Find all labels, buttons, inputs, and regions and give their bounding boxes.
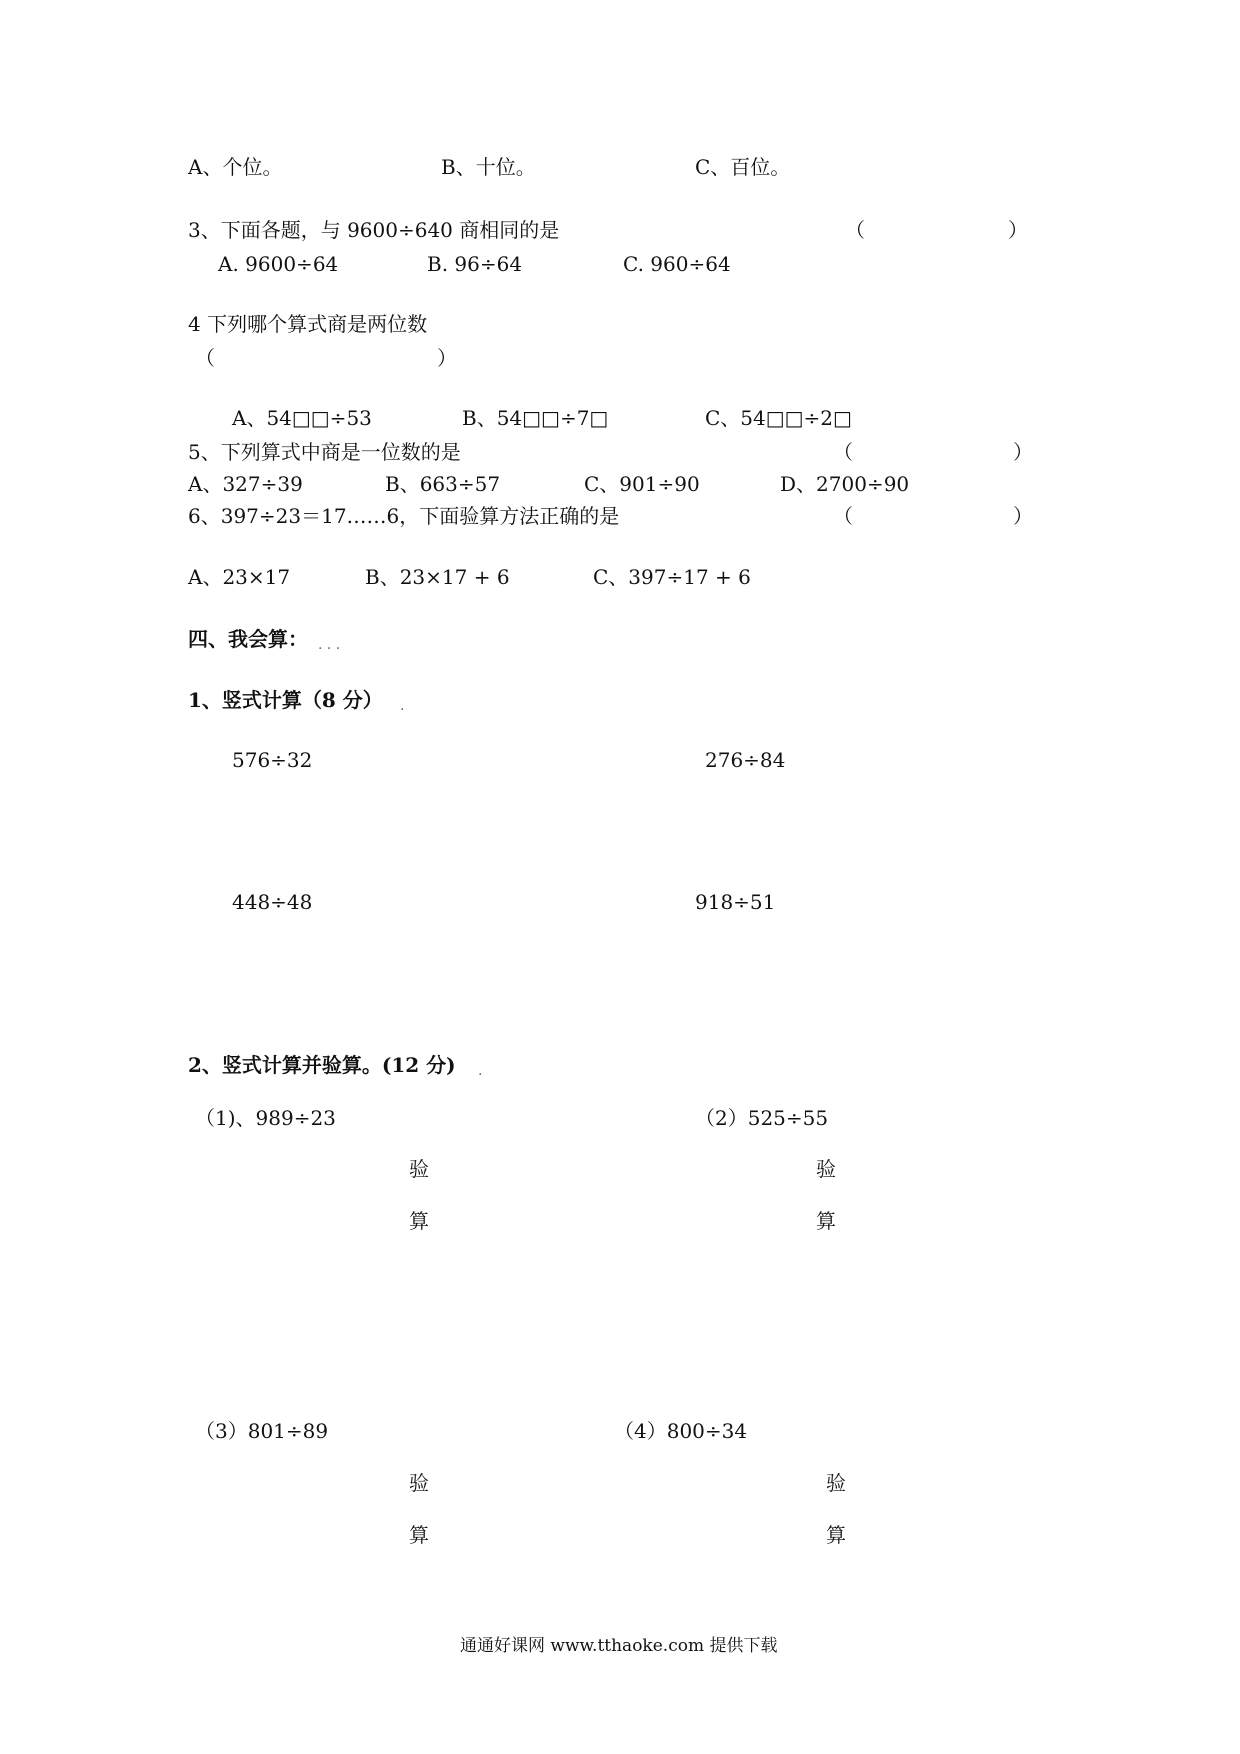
section4-title-dots: . . . [318,637,341,653]
q6-option-b: B、23×17 + 6 [365,565,510,589]
q3-option-b: B. 96÷64 [427,252,523,276]
part1-problem-3: 448÷48 [232,890,313,914]
part1-title-dot: . [400,698,405,714]
q2-option-c: C、百位。 [695,155,791,179]
q2-option-a: A、个位。 [188,155,283,179]
page-footer: 通通好课网 www.tthaoke.com 提供下载 [460,1636,778,1656]
check-label-2a: 验 [816,1157,836,1181]
q6-paren-close: ） [1013,504,1033,528]
q2-option-b: B、十位。 [441,155,536,179]
q4-paren-close: ） [437,346,457,370]
q5-option-a: A、327÷39 [188,472,303,496]
part1-problem-4: 918÷51 [695,890,776,914]
q5-stem: 5、下列算式中商是一位数的是 [188,440,461,464]
part2-problem-4: （4）800÷34 [614,1419,748,1443]
q3-paren-close: ） [1008,218,1028,242]
part2-problem-1: （1)、989÷23 [195,1106,336,1130]
q5-option-d: D、2700÷90 [780,472,910,496]
q3-option-c: C. 960÷64 [623,252,731,276]
q6-stem: 6、397÷23＝17……6，下面验算方法正确的是 [188,504,620,528]
check-label-4a: 验 [826,1471,846,1495]
part1-title: 1、竖式计算（8 分） [188,688,383,712]
q3-stem: 3、下面各题，与 9600÷640 商相同的是 [188,218,560,242]
q3-paren-open: （ [845,218,865,242]
check-label-3b: 算 [409,1523,429,1547]
q5-paren-close: ） [1013,440,1033,464]
part2-problem-2: （2）525÷55 [695,1106,829,1130]
q5-paren-open: （ [833,440,853,464]
check-label-4b: 算 [826,1523,846,1547]
q4-stem: 4 下列哪个算式商是两位数 [188,312,428,336]
part2-title: 2、竖式计算并验算。(12 分) [188,1053,456,1077]
check-label-1b: 算 [409,1209,429,1233]
part2-problem-3: （3）801÷89 [195,1419,329,1443]
q6-option-a: A、23×17 [188,565,291,589]
section4-title: 四、我会算： [188,627,308,651]
q4-option-c: C、54□□÷2□ [705,406,852,430]
q4-option-b: B、54□□÷7□ [462,406,609,430]
q6-option-c: C、397÷17 + 6 [593,565,751,589]
check-label-3a: 验 [409,1471,429,1495]
part2-title-dot: . [478,1063,483,1079]
part1-problem-2: 276÷84 [705,748,786,772]
part1-problem-1: 576÷32 [232,748,313,772]
q4-paren-open: （ [195,346,215,370]
check-label-2b: 算 [816,1209,836,1233]
q5-option-b: B、663÷57 [385,472,501,496]
q3-option-a: A. 9600÷64 [218,252,339,276]
check-label-1a: 验 [409,1157,429,1181]
q5-option-c: C、901÷90 [584,472,700,496]
q6-paren-open: （ [833,504,853,528]
q4-option-a: A、54□□÷53 [232,406,372,430]
